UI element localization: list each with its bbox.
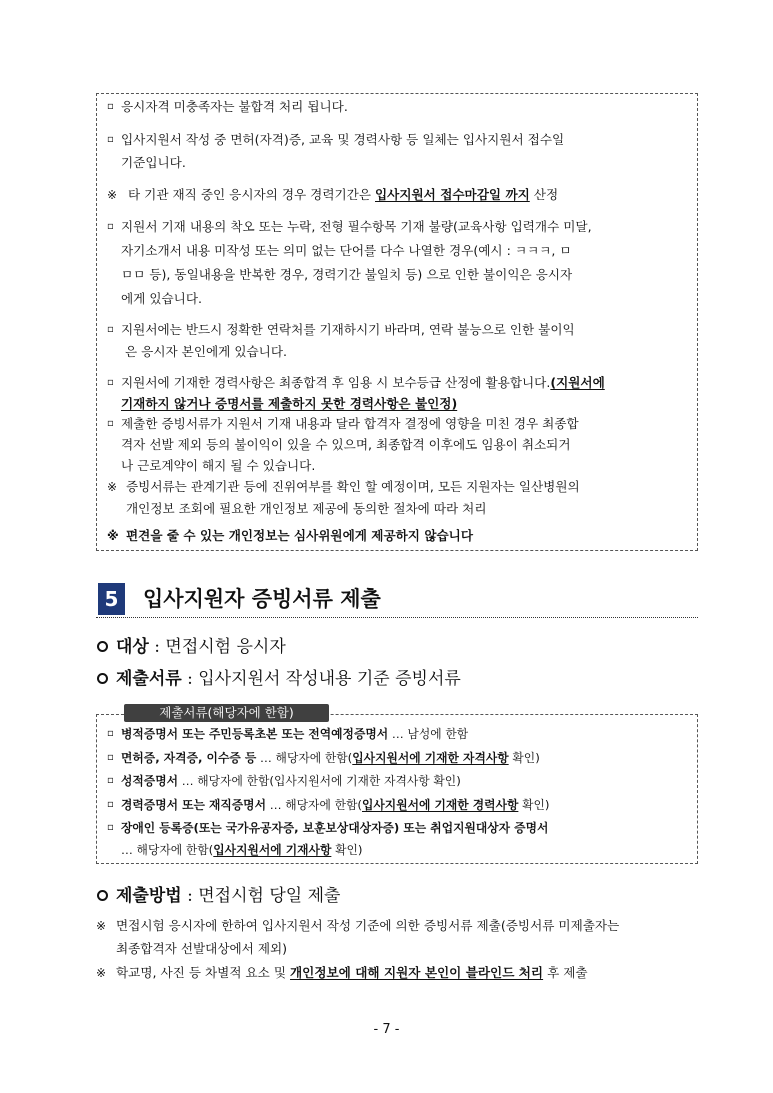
document-item: 면허증, 자격증, 이수증 등 … 해당자에 한함(입사지원서에 기재한 자격사항 확인) [121,751,540,765]
method-line: 제출방법 : 면접시험 당일 제출 [116,886,341,906]
notice-item: 지원서 기재 내용의 착오 또는 누락, 전형 필수항목 기재 불량(교육사항 입력개수 미달, [121,219,592,234]
document-item: 성적증명서 … 해당자에 한함(입사지원서에 기재한 자격사항 확인) [121,774,461,788]
notice-item: 나 근로계약이 해지 될 수 있습니다. [121,458,316,473]
note-text: 학교명, 사진 등 차별적 요소 및 개인정보에 대해 지원자 본인이 블라인드 처리 후 제출 [116,965,588,980]
notice-item: 타 기관 재직 중인 응시자의 경우 경력기간은 입사지원서 접수마감일 까지 산정 [128,187,559,202]
target-line: 대상 : 면접시험 응시자 [116,637,286,657]
notice-item: 개인정보 조회에 필요한 개인정보 제공에 동의한 절차에 따라 처리 [126,501,487,516]
note-text: 면접시험 응시자에 한하여 입사지원서 작성 기준에 의한 증빙서류 제출(증빙서류 미제출자는 [116,918,620,933]
emphasis-text: 입사지원서 접수마감일 까지 [375,187,530,202]
reference-mark: ※ [107,529,119,543]
emphasis-text: (지원서에 [550,375,605,390]
notice-item: 에게 있습니다. [121,291,202,306]
notice-item: 제출한 증빙서류가 지원서 기재 내용과 달라 합격자 결정에 영향을 미친 경우 최종합 [121,416,579,431]
bullet-mark: ▫ [107,822,114,833]
circle-bullet-icon [97,641,108,652]
document-item: 장애인 등록증(또는 국가유공자증, 보훈보상대상자증) 또는 취업지원대상자 증명서 [121,821,549,835]
reference-mark: ※ [96,919,107,933]
section-divider [96,617,698,618]
notice-item: 지원서에는 반드시 정확한 연락처를 기재하시기 바라며, 연락 불능으로 인한 불이익 [121,322,575,337]
bullet-mark: ▫ [107,775,114,786]
circle-bullet-icon [97,673,108,684]
bullet-mark: ▫ [107,221,114,232]
emphasis-text: 개인정보에 대해 지원자 본인이 블라인드 처리 [290,965,544,980]
notice-item: 증빙서류는 관계기관 등에 진위여부를 확인 할 예정이며, 모든 지원자는 일산병원의 [126,479,580,494]
notice-item: 격자 선발 제외 등의 불이익이 있을 수 있으며, 최종합격 이후에도 임용이 취소되거 [121,437,571,452]
reference-mark: ※ [107,188,118,202]
document-item: 경력증명서 또는 재직증명서 … 해당자에 한함(입사지원서에 기재한 경력사항 확인) [121,798,550,812]
emphasis-text: 입사지원서에 기재한 자격사항 [352,751,509,765]
notice-item: 지원서에 기재한 경력사항은 최종합격 후 임용 시 보수등급 산정에 활용합니다.(지원서에 [121,375,605,390]
notice-item: 기준입니다. [121,155,186,170]
notice-item: 은 응시자 본인에게 있습니다. [125,344,287,359]
bullet-mark: ▫ [107,799,114,810]
emphasis-text: 입사지원서에 기재사항 [213,843,332,857]
notice-item: 입사지원서 작성 중 면허(자격)증, 교육 및 경력사항 등 일체는 입사지원서 접수일 [121,132,565,147]
reference-mark: ※ [107,480,118,494]
emphasis-text: 입사지원서에 기재한 경력사항 [362,798,519,812]
bullet-mark: ▫ [107,324,114,335]
section-title: 입사지원자 증빙서류 제출 [143,587,381,611]
bullet-mark: ▫ [107,101,114,112]
section-number: 5 [98,583,125,615]
document-item: 병적증명서 또는 주민등록초본 또는 전역예정증명서 … 남성에 한함 [121,727,469,741]
reference-mark: ※ [96,966,107,980]
bullet-mark: ▫ [107,377,114,388]
notice-item: 응시자격 미충족자는 불합격 처리 됩니다. [121,99,348,114]
bullet-mark: ▫ [107,728,114,739]
notice-item: ㅁㅁ 등), 동일내용을 반복한 경우, 경력기간 불일치 등) 으로 인한 불이익은 응시자 [121,267,573,282]
bullet-mark: ▫ [107,134,114,145]
docs-line: 제출서류 : 입사지원서 작성내용 기준 증빙서류 [116,669,461,689]
emphasis-text: 기재하지 않거나 증명서를 제출하지 못한 경력사항은 불인정) [121,396,458,411]
note-text: 최종합격자 선발대상에서 제외) [116,941,288,956]
notice-item-bold: 편견을 줄 수 있는 개인정보는 심사위원에게 제공하지 않습니다 [126,528,473,543]
bullet-mark: ▫ [107,752,114,763]
circle-bullet-icon [97,890,108,901]
documents-tag: 제출서류(해당자에 한함) [124,704,329,722]
document-item: … 해당자에 한함(입사지원서에 기재사항 확인) [121,843,363,857]
page-number: - 7 - [373,1022,400,1037]
notice-item: 자기소개서 내용 미작성 또는 의미 없는 단어를 다수 나열한 경우(예시 : ㅋㅋㅋ, ㅁ [121,243,572,258]
bullet-mark: ▫ [107,418,114,429]
